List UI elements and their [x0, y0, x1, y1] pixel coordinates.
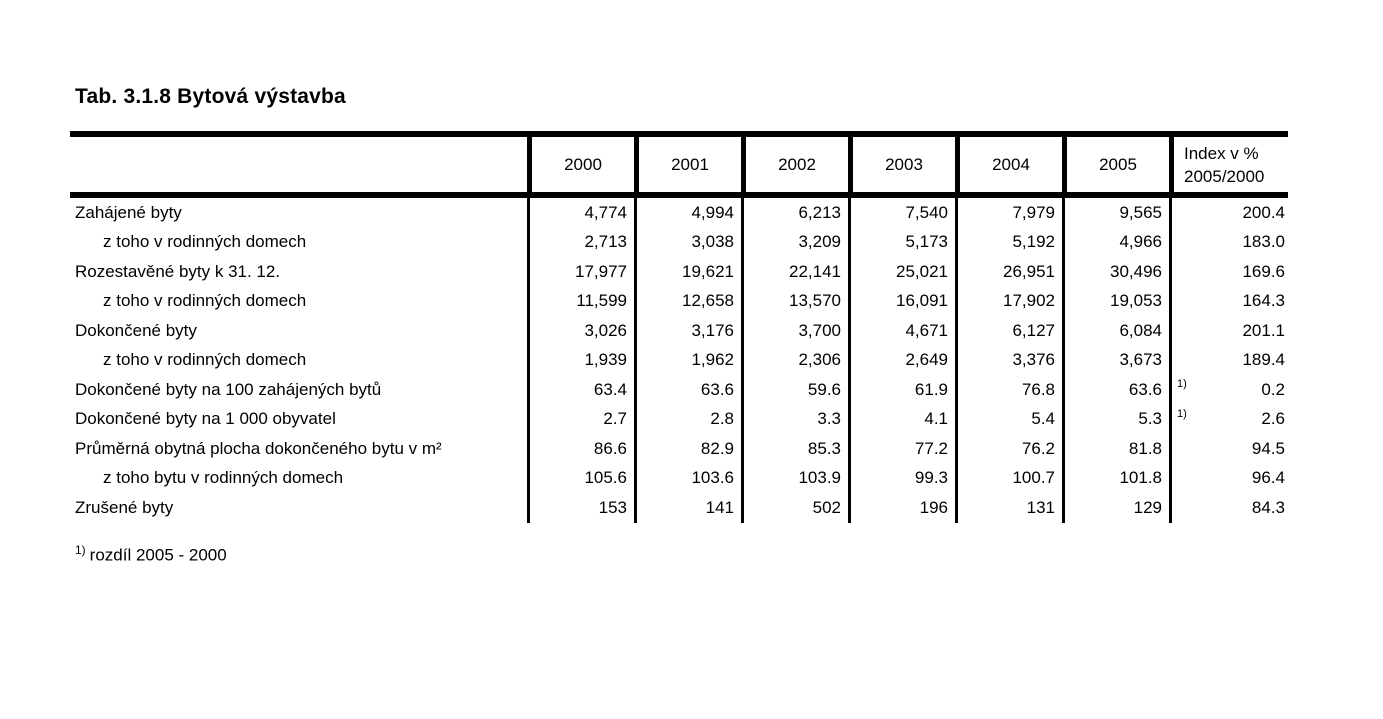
footnote-marker: 1) — [1177, 378, 1187, 390]
index-value: 169.6 — [1242, 261, 1285, 281]
cell-2003: 4,671 — [848, 316, 955, 346]
cell-index — [1169, 493, 1288, 523]
cell-2000: 1,939 — [527, 346, 634, 376]
cell-2004: 100.7 — [955, 464, 1062, 494]
index-value: 164.3 — [1242, 291, 1285, 311]
cell-2001: 4,994 — [634, 198, 741, 228]
header-label-column — [70, 137, 527, 192]
header-year-2005: 2005 — [1062, 137, 1169, 192]
cell-2000: 86.6 — [527, 434, 634, 464]
cell-index — [1169, 228, 1288, 258]
table-title: Tab. 3.1.8 Bytová výstavba — [75, 85, 346, 108]
cell-index — [1169, 316, 1288, 346]
cell-2004: 5.4 — [955, 405, 1062, 435]
header-index-column — [1169, 137, 1288, 192]
index-value: 84.3 — [1251, 497, 1285, 517]
header-index-line2: 2005/2000 — [1184, 166, 1265, 186]
header-year-2001: 2001 — [634, 137, 741, 192]
cell-2000: 3,026 — [527, 316, 634, 346]
cell-2005: 4,966 — [1062, 228, 1169, 258]
cell-2002: 502 — [741, 493, 848, 523]
cell-2000: 63.4 — [527, 375, 634, 405]
cell-2000: 153 — [527, 493, 634, 523]
cell-2003: 25,021 — [848, 257, 955, 287]
index-value: 201.1 — [1242, 320, 1285, 340]
cell-2000: 17,977 — [527, 257, 634, 287]
row-label: z toho bytu v rodinných domech — [103, 468, 344, 488]
cell-2000: 2,713 — [527, 228, 634, 258]
statistics-table — [70, 131, 1288, 523]
cell-index — [1169, 346, 1288, 376]
cell-2005: 5.3 — [1062, 405, 1169, 435]
cell-2002: 3,209 — [741, 228, 848, 258]
index-value: 96.4 — [1251, 468, 1285, 488]
cell-2002: 85.3 — [741, 434, 848, 464]
cell-2005: 3,673 — [1062, 346, 1169, 376]
header-year-2004: 2004 — [955, 137, 1062, 192]
cell-2002: 3.3 — [741, 405, 848, 435]
cell-2003: 2,649 — [848, 346, 955, 376]
cell-index — [1169, 375, 1288, 405]
cell-2005: 129 — [1062, 493, 1169, 523]
cell-2002: 6,213 — [741, 198, 848, 228]
footnote — [75, 543, 227, 566]
cell-2002: 59.6 — [741, 375, 848, 405]
cell-2005: 6,084 — [1062, 316, 1169, 346]
cell-2005: 81.8 — [1062, 434, 1169, 464]
cell-2003: 7,540 — [848, 198, 955, 228]
cell-2005: 9,565 — [1062, 198, 1169, 228]
cell-2004: 131 — [955, 493, 1062, 523]
cell-2004: 76.8 — [955, 375, 1062, 405]
cell-2005: 63.6 — [1062, 375, 1169, 405]
cell-index — [1169, 287, 1288, 317]
cell-2004: 7,979 — [955, 198, 1062, 228]
cell-2001: 12,658 — [634, 287, 741, 317]
cell-2001: 3,038 — [634, 228, 741, 258]
cell-2001: 103.6 — [634, 464, 741, 494]
cell-index — [1169, 464, 1288, 494]
cell-2000: 2.7 — [527, 405, 634, 435]
cell-2001: 82.9 — [634, 434, 741, 464]
cell-2004: 6,127 — [955, 316, 1062, 346]
header-year-2003: 2003 — [848, 137, 955, 192]
cell-2003: 5,173 — [848, 228, 955, 258]
row-label: Dokončené byty — [75, 320, 197, 340]
header-year-2002: 2002 — [741, 137, 848, 192]
cell-index — [1169, 257, 1288, 287]
index-value: 189.4 — [1242, 350, 1285, 370]
cell-2004: 3,376 — [955, 346, 1062, 376]
cell-2001: 3,176 — [634, 316, 741, 346]
table-header-row — [70, 131, 1288, 198]
index-value: 200.4 — [1242, 202, 1285, 222]
header-index-line1: Index v % — [1184, 143, 1259, 163]
cell-2004: 17,902 — [955, 287, 1062, 317]
footnote-marker: 1) — [75, 543, 86, 557]
cell-2002: 13,570 — [741, 287, 848, 317]
cell-index — [1169, 198, 1288, 228]
cell-2003: 99.3 — [848, 464, 955, 494]
cell-2000: 4,774 — [527, 198, 634, 228]
row-label: Dokončené byty na 1 000 obyvatel — [75, 409, 336, 429]
cell-2003: 16,091 — [848, 287, 955, 317]
cell-2005: 30,496 — [1062, 257, 1169, 287]
cell-2000: 11,599 — [527, 287, 634, 317]
row-label: z toho v rodinných domech — [103, 291, 307, 311]
cell-2001: 19,621 — [634, 257, 741, 287]
cell-2001: 63.6 — [634, 375, 741, 405]
index-value: 183.0 — [1242, 232, 1285, 252]
row-label: Rozestavěné byty k 31. 12. — [75, 261, 281, 281]
cell-2004: 26,951 — [955, 257, 1062, 287]
table-body — [70, 198, 1288, 523]
row-label: Průměrná obytná plocha dokončeného bytu v m² — [75, 438, 442, 458]
cell-2000: 105.6 — [527, 464, 634, 494]
cell-2004: 5,192 — [955, 228, 1062, 258]
index-value: 0.2 — [1261, 379, 1285, 399]
cell-2003: 61.9 — [848, 375, 955, 405]
header-year-2000: 2000 — [527, 137, 634, 192]
cell-2002: 3,700 — [741, 316, 848, 346]
index-value: 94.5 — [1251, 438, 1285, 458]
cell-index — [1169, 405, 1288, 435]
cell-2001: 141 — [634, 493, 741, 523]
cell-2001: 1,962 — [634, 346, 741, 376]
cell-2003: 196 — [848, 493, 955, 523]
row-label: Dokončené byty na 100 zahájených bytů — [75, 379, 382, 399]
cell-2002: 2,306 — [741, 346, 848, 376]
cell-2005: 19,053 — [1062, 287, 1169, 317]
row-label: Zrušené byty — [75, 497, 174, 517]
row-label: z toho v rodinných domech — [103, 232, 307, 252]
footnote-text: rozdíl 2005 - 2000 — [89, 545, 227, 565]
cell-2003: 77.2 — [848, 434, 955, 464]
cell-2002: 22,141 — [741, 257, 848, 287]
cell-2001: 2.8 — [634, 405, 741, 435]
cell-2003: 4.1 — [848, 405, 955, 435]
cell-index — [1169, 434, 1288, 464]
cell-2004: 76.2 — [955, 434, 1062, 464]
row-label: Zahájené byty — [75, 202, 182, 222]
row-label: z toho v rodinných domech — [103, 350, 307, 370]
index-value: 2.6 — [1261, 409, 1285, 429]
cell-2002: 103.9 — [741, 464, 848, 494]
cell-2005: 101.8 — [1062, 464, 1169, 494]
footnote-marker: 1) — [1177, 407, 1187, 420]
